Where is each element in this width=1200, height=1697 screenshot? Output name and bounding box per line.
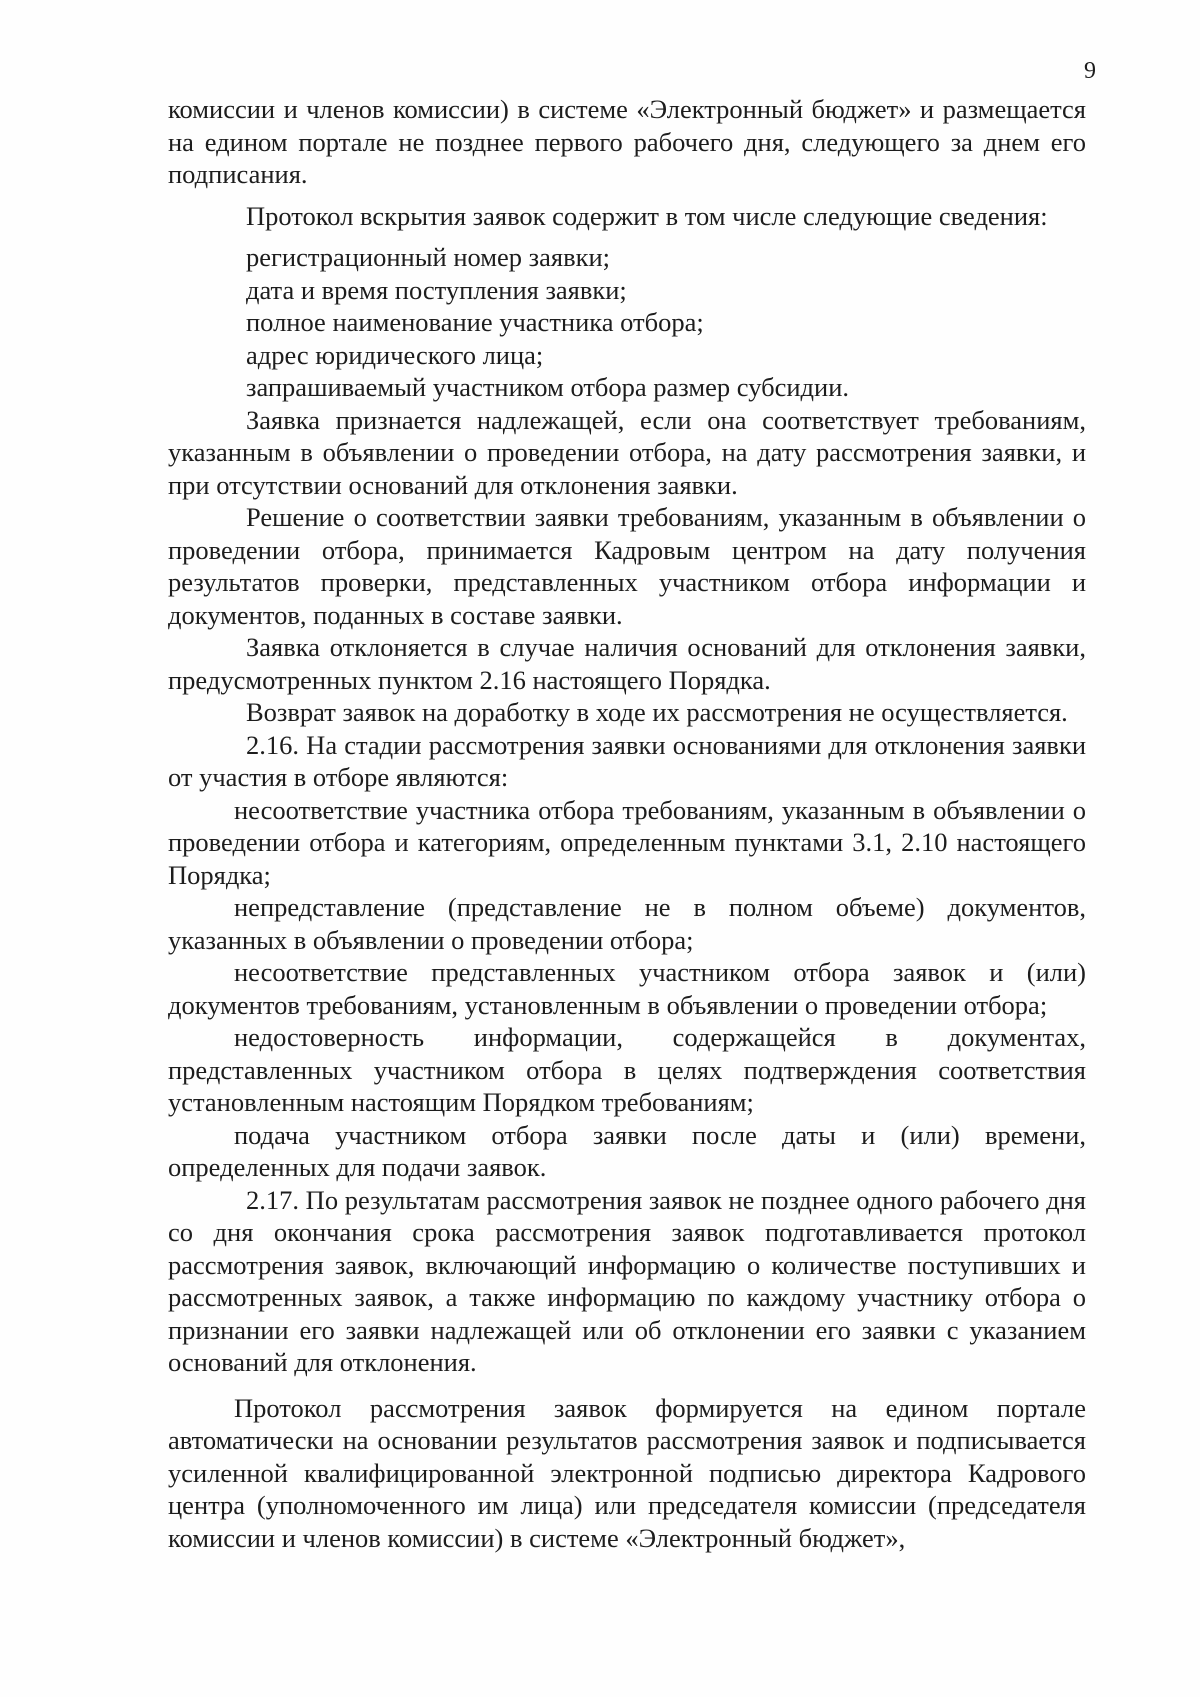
paragraph: непредставление (представление не в полном объеме) документов, указанных в объявлении о проведении отбора;	[168, 892, 1086, 955]
paragraph: Возврат заявок на доработку в ходе их рассмотрения не осуществляется.	[246, 697, 1068, 727]
paragraph: недостоверность информации, содержащейся в документах, представленных участником отбора в целях подтверждения соответствия установленным настоящим Порядком требованиям;	[168, 1022, 1086, 1117]
paragraph: несоответствие участника отбора требованиям, указанным в объявлении о проведении отбора и категориям, определенным пунктами 3.1, 2.10 настоящего Порядка;	[168, 794, 1086, 890]
list-item: полное наименование участника отбора;	[246, 307, 704, 337]
paragraph: 2.16. На стадии рассмотрения заявки основаниями для отклонения заявки от участия в отборе являются:	[168, 729, 1086, 792]
paragraph: Протокол рассмотрения заявок формируется на едином портале автоматически на основании результатов рассмотрения заявок и подписывается усиленной квалифицированной электронной подписью директора Кадрового центра (уполномоченного им лица) или председателя комиссии (председателя комиссии и членов комиссии) в системе «Электронный бюджет»,	[168, 1392, 1086, 1553]
page-number: 9	[1084, 58, 1096, 84]
paragraph: несоответствие представленных участником отбора заявок и (или) документов требованиям, установленным в объявлении о проведении отбора;	[168, 957, 1086, 1020]
list-item: адрес юридического лица;	[246, 339, 544, 370]
list-item: регистрационный номер заявки;	[246, 242, 611, 272]
paragraph: Протокол вскрытия заявок содержит в том числе следующие сведения:	[246, 200, 1048, 231]
paragraph: Решение о соответствии заявки требованиям, указанным в объявлении о проведении отбора, принимается Кадровым центром на дату получения результатов проверки, представленных участником отбора информации и документов, поданных в составе заявки.	[168, 502, 1086, 630]
list-item: запрашиваемый участником отбора размер субсидии.	[246, 372, 850, 402]
paragraph: Заявка признается надлежащей, если она соответствует требованиям, указанным в объявлении о проведении отбора, на дату рассмотрения заявки, и при отсутствии оснований для отклонения заявки.	[168, 404, 1086, 500]
list-item: дата и время поступления заявки;	[246, 274, 627, 305]
paragraph: 2.17. По результатам рассмотрения заявок не позднее одного рабочего дня со дня окончания срока рассмотрения заявок подготавливается протокол рассмотрения заявок, включающий информацию о количестве поступивших и рассмотренных заявок, а также информацию по каждому участнику отбора о признании его заявки надлежащей или об отклонении его заявки с указанием оснований для отклонения.	[168, 1184, 1086, 1377]
document-body	[168, 93, 1086, 1554]
paragraph: комиссии и членов комиссии) в системе «Электронный бюджет» и размещается на едином портале не позднее первого рабочего дня, следующего за днем его подписания.	[168, 94, 1086, 189]
paragraph: Заявка отклоняется в случае наличия оснований для отклонения заявки, предусмотренных пунктом 2.16 настоящего Порядка.	[168, 632, 1086, 695]
paragraph: подача участником отбора заявки после даты и (или) времени, определенных для подачи заявок.	[168, 1119, 1086, 1182]
